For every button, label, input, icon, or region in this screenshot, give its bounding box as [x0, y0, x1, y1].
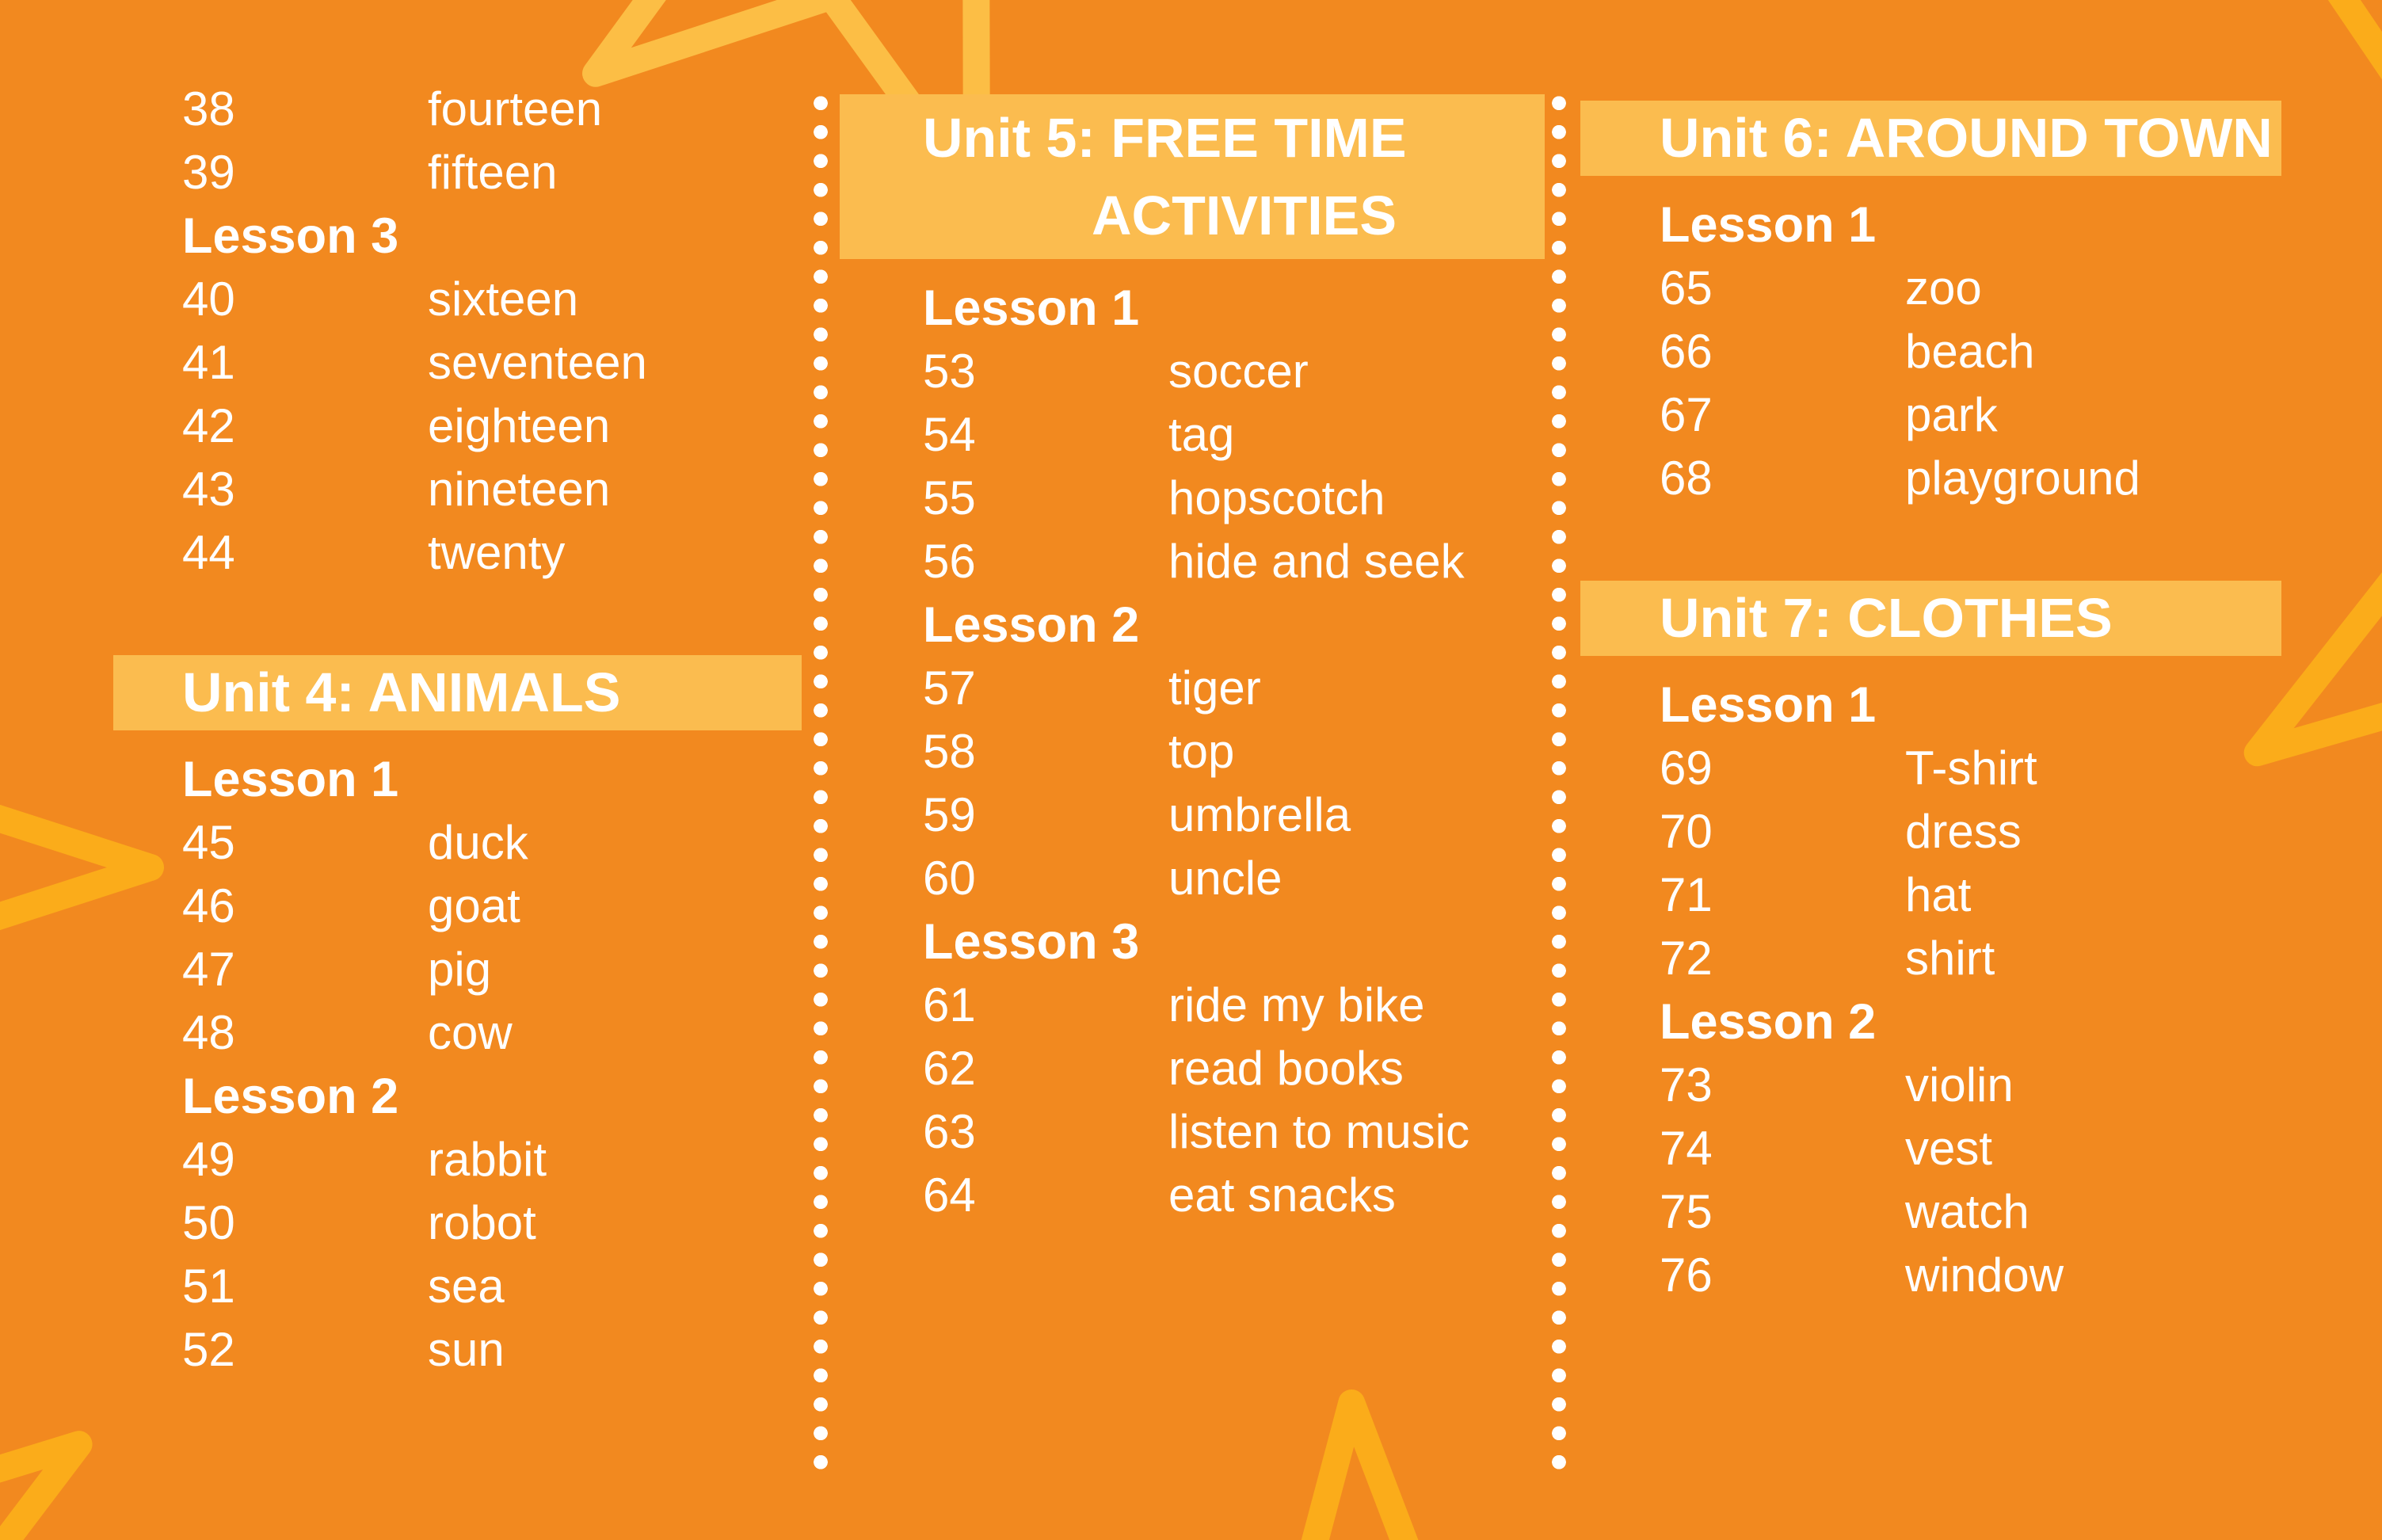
entry-page-number: 70 — [1660, 805, 1713, 858]
entry-page-number: 61 — [923, 978, 976, 1031]
entry-word: uncle — [1168, 852, 1282, 905]
vocab-row — [840, 403, 1545, 467]
vocab-row — [1580, 863, 2281, 927]
vocab-row — [840, 847, 1545, 910]
vocab-row — [113, 1128, 802, 1191]
entry-word: beach — [1905, 325, 2035, 378]
lesson-header: Lesson 2 — [1660, 994, 1877, 1050]
vocab-row — [840, 720, 1545, 783]
entry-word: fourteen — [428, 82, 603, 135]
vocab-row — [840, 657, 1545, 720]
entry-word: sea — [428, 1260, 505, 1313]
entry-word: cow — [428, 1006, 513, 1059]
entry-page-number: 43 — [182, 463, 235, 516]
entry-word: top — [1168, 725, 1235, 778]
vocab-row — [113, 268, 802, 331]
entry-word: hat — [1905, 868, 1972, 921]
column-left — [113, 0, 802, 1382]
vocab-row — [1580, 1054, 2281, 1117]
entry-page-number: 51 — [182, 1260, 235, 1313]
entry-page-number: 40 — [182, 273, 235, 326]
vocab-row — [113, 521, 802, 585]
entry-word: violin — [1905, 1058, 2014, 1111]
column-middle — [840, 0, 1545, 1227]
entry-page-number: 44 — [182, 526, 235, 579]
lesson-header: Lesson 2 — [182, 1069, 399, 1124]
entry-page-number: 55 — [923, 471, 976, 524]
lesson-header: Lesson 3 — [182, 208, 399, 264]
entry-page-number: 39 — [182, 146, 235, 199]
entry-page-number: 57 — [923, 661, 976, 715]
entry-word: zoo — [1905, 261, 1982, 314]
column-right — [1580, 0, 2281, 1307]
entry-page-number: 58 — [923, 725, 976, 778]
lesson-header: Lesson 2 — [923, 597, 1140, 653]
entry-page-number: 42 — [182, 399, 235, 452]
vocab-row — [1580, 927, 2281, 990]
unit-header-text: Unit 4: ANIMALS — [182, 661, 621, 723]
entry-page-number: 64 — [923, 1168, 976, 1222]
entry-page-number: 45 — [182, 816, 235, 869]
entry-word: listen to music — [1168, 1105, 1470, 1158]
entry-word: eat snacks — [1168, 1168, 1396, 1222]
vocab-row — [113, 395, 802, 458]
vocab-row — [113, 1318, 802, 1382]
entry-word: tiger — [1168, 661, 1261, 715]
vocab-row — [113, 458, 802, 521]
star-outline-bottom-center-icon — [795, 1374, 1964, 1540]
vocab-row — [1580, 257, 2281, 320]
entry-word: ride my bike — [1168, 978, 1425, 1031]
entry-page-number: 62 — [923, 1042, 976, 1095]
entry-page-number: 69 — [1660, 741, 1713, 795]
entry-page-number: 72 — [1660, 932, 1713, 985]
entry-page-number: 73 — [1660, 1058, 1713, 1111]
entry-page-number: 50 — [182, 1196, 235, 1249]
vocab-row — [113, 78, 802, 141]
entry-word: umbrella — [1168, 788, 1351, 841]
entry-word: tag — [1168, 408, 1235, 461]
column-divider-dots-right — [1552, 89, 1566, 1483]
unit-header-text: Unit 6: AROUND TOWN — [1660, 107, 2273, 169]
entry-page-number: 46 — [182, 879, 235, 932]
entry-word: sun — [428, 1323, 505, 1376]
entry-word: sixteen — [428, 273, 579, 326]
entry-page-number: 75 — [1660, 1185, 1713, 1238]
entry-page-number: 48 — [182, 1006, 235, 1059]
vocab-row — [840, 1164, 1545, 1227]
vocab-row — [1580, 1244, 2281, 1307]
entry-page-number: 47 — [182, 943, 235, 996]
entry-page-number: 65 — [1660, 261, 1713, 314]
entry-page-number: 71 — [1660, 868, 1713, 921]
entry-page-number: 38 — [182, 82, 235, 135]
vocab-row — [1580, 1117, 2281, 1180]
unit-header-text: Unit 5: FREE TIME — [923, 107, 1407, 169]
vocab-row — [840, 1100, 1545, 1164]
unit-header — [1580, 101, 2281, 176]
entry-word: pig — [428, 943, 492, 996]
entry-word: twenty — [428, 526, 566, 579]
entry-word: nineteen — [428, 463, 611, 516]
entry-page-number: 67 — [1660, 388, 1713, 441]
unit-header-text: ACTIVITIES — [1092, 185, 1397, 246]
entry-page-number: 41 — [182, 336, 235, 389]
entry-page-number: 56 — [923, 535, 976, 588]
entry-page-number: 53 — [923, 345, 976, 398]
vocab-row — [113, 938, 802, 1001]
entry-word: vest — [1905, 1122, 1993, 1175]
vocab-row — [113, 875, 802, 938]
entry-word: seventeen — [428, 336, 647, 389]
entry-page-number: 59 — [923, 788, 976, 841]
vocab-row — [113, 1001, 802, 1065]
entry-word: shirt — [1905, 932, 1995, 985]
vocab-row — [113, 1191, 802, 1255]
entry-word: T-shirt — [1905, 741, 2037, 795]
entry-page-number: 76 — [1660, 1248, 1713, 1302]
entry-word: hopscotch — [1168, 471, 1385, 524]
entry-word: hide and seek — [1168, 535, 1465, 588]
entry-word: duck — [428, 816, 528, 869]
entry-page-number: 49 — [182, 1133, 235, 1186]
vocab-row — [840, 1037, 1545, 1100]
vocab-row — [113, 331, 802, 395]
vocab-row — [1580, 383, 2281, 447]
lesson-header: Lesson 1 — [1660, 677, 1877, 733]
vocab-row — [1580, 447, 2281, 510]
vocab-row — [113, 141, 802, 204]
column-divider-dots-left — [814, 89, 828, 1483]
vocab-row — [840, 467, 1545, 530]
vocab-row — [1580, 320, 2281, 383]
lesson-header: Lesson 1 — [923, 280, 1140, 336]
entry-word: window — [1905, 1248, 2064, 1302]
entry-word: dress — [1905, 805, 2022, 858]
vocab-row — [113, 811, 802, 875]
lesson-header: Lesson 3 — [923, 914, 1140, 970]
entry-page-number: 52 — [182, 1323, 235, 1376]
lesson-header: Lesson 1 — [182, 752, 399, 807]
vocab-row — [840, 783, 1545, 847]
entry-word: eighteen — [428, 399, 611, 452]
entry-word: watch — [1905, 1185, 2029, 1238]
vocab-row — [1580, 737, 2281, 800]
entry-page-number: 74 — [1660, 1122, 1713, 1175]
entry-page-number: 66 — [1660, 325, 1713, 378]
entry-word: robot — [428, 1196, 536, 1249]
vocab-row — [840, 340, 1545, 403]
entry-word: fifteen — [428, 146, 558, 199]
unit-header — [840, 94, 1545, 259]
entry-word: soccer — [1168, 345, 1309, 398]
vocab-row — [840, 974, 1545, 1037]
entry-word: read books — [1168, 1042, 1404, 1095]
vocab-row — [1580, 1180, 2281, 1244]
entry-word: playground — [1905, 452, 2140, 505]
entry-page-number: 68 — [1660, 452, 1713, 505]
entry-word: rabbit — [428, 1133, 547, 1186]
vocab-row — [113, 1255, 802, 1318]
entry-page-number: 54 — [923, 408, 976, 461]
entry-page-number: 60 — [923, 852, 976, 905]
entry-page-number: 63 — [923, 1105, 976, 1158]
entry-word: goat — [428, 879, 520, 932]
unit-header-text: Unit 7: CLOTHES — [1660, 587, 2113, 649]
vocab-row — [1580, 800, 2281, 863]
entry-word: park — [1905, 388, 1998, 441]
vocab-row — [840, 530, 1545, 593]
unit-header — [113, 655, 802, 730]
unit-header — [1580, 581, 2281, 656]
lesson-header: Lesson 1 — [1660, 197, 1877, 253]
